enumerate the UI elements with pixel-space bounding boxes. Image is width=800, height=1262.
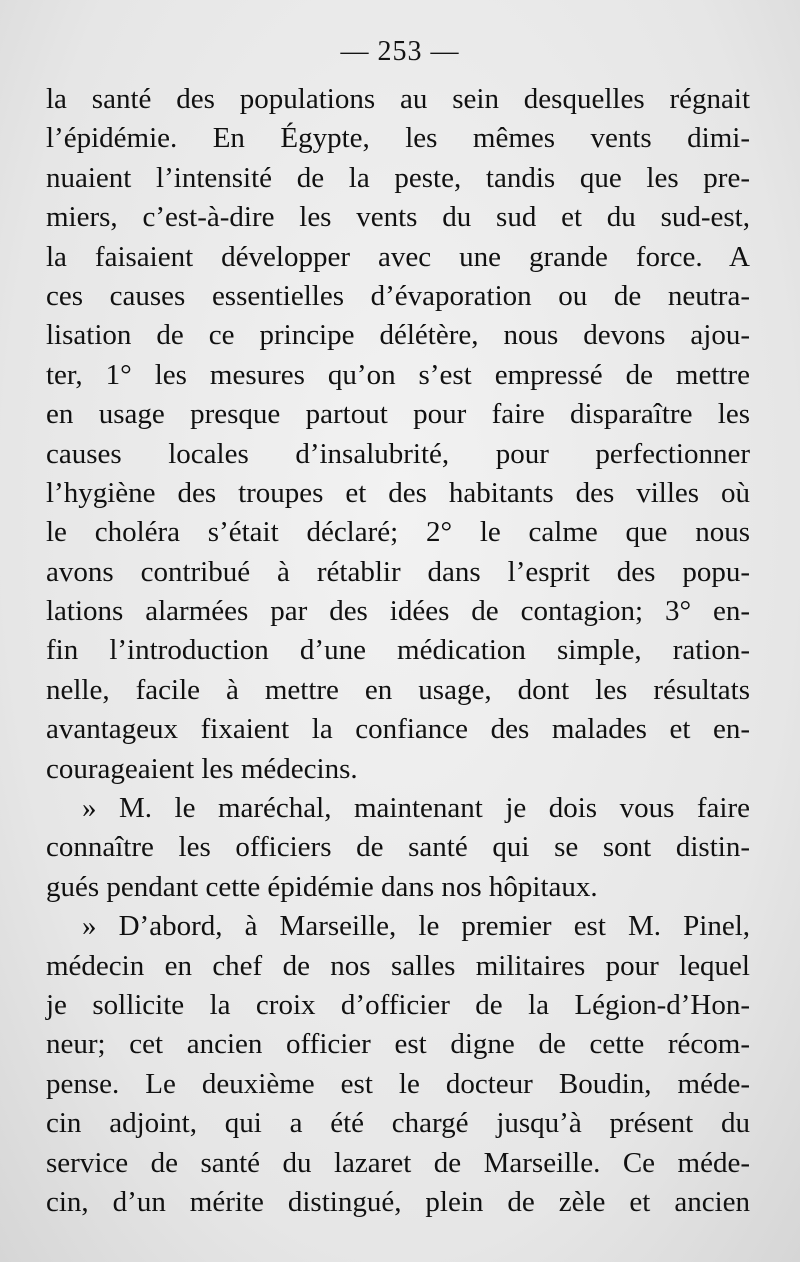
text-line: courageaient les médecins. bbox=[46, 752, 358, 785]
text-line: je sollicite la croix d’officier de la Légion-d’Hon- bbox=[46, 988, 750, 1021]
page-number: — 253 — bbox=[340, 36, 460, 67]
text-line: l’épidémie. En Égypte, les mêmes vents dimi- bbox=[46, 122, 750, 155]
text-line: ter, 1° les mesures qu’on s’est empressé de mettre bbox=[46, 358, 750, 391]
text-line: causes locales d’insalubrité, pour perfectionner bbox=[46, 437, 750, 470]
text-line: miers, c’est-à-dire les vents du sud et du sud-est, bbox=[46, 201, 750, 234]
text-line: cin, d’un mérite distingué, plein de zèle et ancien bbox=[46, 1185, 750, 1218]
text-line: nelle, facile à mettre en usage, dont les résultats bbox=[46, 673, 750, 706]
text-line: médecin en chef de nos salles militaires pour lequel bbox=[46, 949, 750, 982]
text-line: connaître les officiers de santé qui se sont distin- bbox=[46, 831, 750, 864]
text-line: la faisaient développer avec une grande force. A bbox=[46, 240, 750, 273]
text-line: lations alarmées par des idées de contagion; 3° en- bbox=[46, 595, 750, 628]
text-line: service de santé du lazaret de Marseille. Ce méde- bbox=[46, 1146, 750, 1179]
text-line: en usage presque partout pour faire disparaître les bbox=[46, 398, 750, 431]
text-line: » M. le maréchal, maintenant je dois vous faire bbox=[82, 792, 750, 825]
text-line: ces causes essentielles d’évaporation ou de neutra- bbox=[46, 279, 750, 312]
text-line: le choléra s’était déclaré; 2° le calme que nous bbox=[46, 516, 750, 549]
text-line: fin l’introduction d’une médication simple, ration- bbox=[46, 634, 750, 667]
text-line: gués pendant cette épidémie dans nos hôpitaux. bbox=[46, 870, 598, 903]
text-line: nuaient l’intensité de la peste, tandis que les pre- bbox=[46, 161, 750, 194]
text-line: lisation de ce principe délétère, nous devons ajou- bbox=[46, 319, 750, 352]
text-line: la santé des populations au sein desquelles régnait bbox=[46, 83, 750, 115]
text-line: avons contribué à rétablir dans l’esprit des popu- bbox=[46, 555, 750, 588]
text-line: avantageux fixaient la confiance des malades et en- bbox=[46, 713, 750, 746]
text-line: neur; cet ancien officier est digne de cette récom- bbox=[46, 1028, 750, 1061]
text-line: l’hygiène des troupes et des habitants des villes où bbox=[46, 476, 750, 509]
text-line: cin adjoint, qui a été chargé jusqu’à présent du bbox=[46, 1107, 750, 1140]
body-text bbox=[46, 80, 750, 1222]
text-line: pense. Le deuxième est le docteur Boudin, méde- bbox=[46, 1067, 750, 1100]
text-line: » D’abord, à Marseille, le premier est M. Pinel, bbox=[82, 910, 750, 943]
